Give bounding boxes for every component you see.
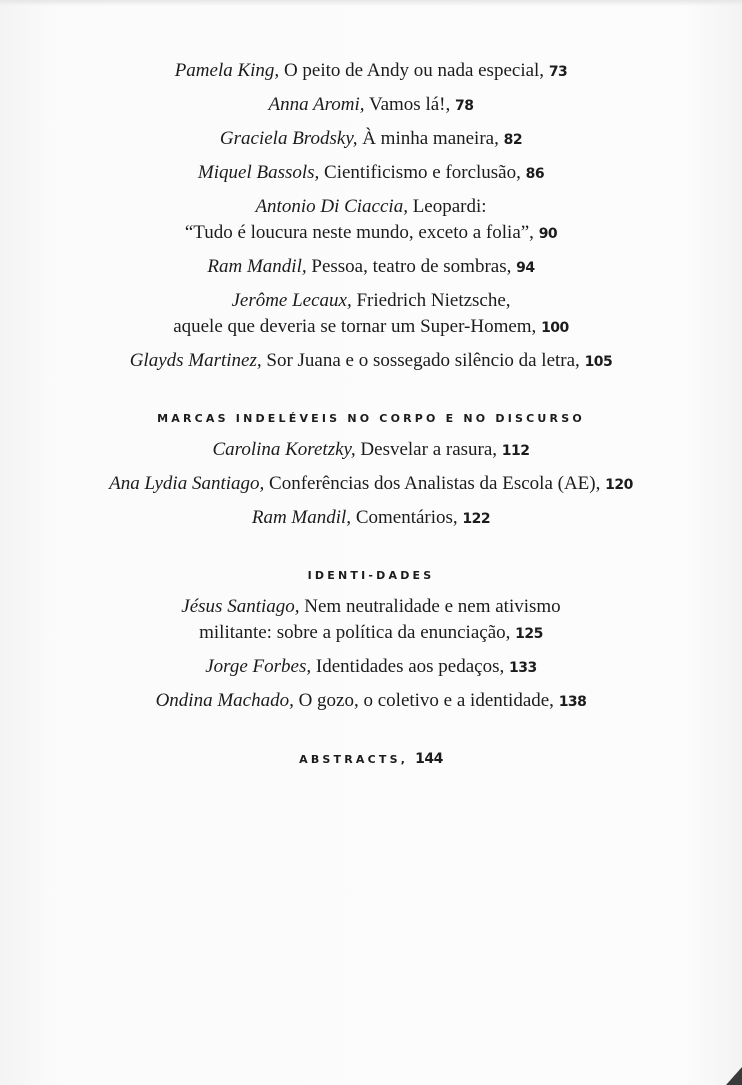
entry-title: À minha maneira, [362,128,499,149]
entry-title: Leopardi: [412,196,487,217]
entry-page-number: 94 [516,260,535,276]
entry-author: Jésus Santiago, [181,596,300,617]
entry-title: O gozo, o coletivo e a identidade, [298,690,554,711]
entry-author: Graciela Brodsky, [219,128,358,149]
entry-author: Anna Aromi, [268,94,365,115]
toc-entry [0,126,742,153]
entry-author: Antonio Di Ciaccia, [255,196,408,217]
entry-author: Ram Mandil, [251,507,352,528]
entry-author: Miquel Bassols, [197,162,320,183]
table-of-contents [0,58,742,778]
entry-page-number: 73 [548,64,568,80]
toc-entry [0,437,742,464]
entry-line [0,194,742,220]
entry-page-number: 100 [541,320,569,336]
entry-author: Carolina Koretzky, [212,439,356,460]
entry-page-number: 112 [501,443,530,459]
entry-title-continued: “Tudo é loucura neste mundo, exceto a folia”, [184,222,534,243]
toc-entry [0,288,742,341]
toc-entry [0,160,742,187]
entry-page-number: 133 [509,660,537,676]
toc-entry [0,688,742,715]
entry-page-number: 120 [605,477,633,493]
entry-line [0,314,742,341]
entry-title: O peito de Andy ou nada especial, [283,60,545,81]
entry-line [0,594,742,620]
entry-title: Desvelar a rasura, [360,439,498,460]
entry-author: Glayds Martinez, [129,350,262,371]
entry-title: Pessoa, teatro de sombras, [311,256,512,277]
entry-line [0,620,742,647]
entry-page-number: 138 [558,694,587,710]
toc-entry [0,594,742,647]
entry-line [0,288,742,314]
entry-author: Pamela King, [174,60,280,81]
entry-line [0,220,742,247]
entry-title: Friedrich Nietzsche, [356,290,511,311]
toc-entry [0,58,742,85]
entry-title: Cientificismo e forclusão, [324,162,521,183]
entry-title: Comentários, [355,507,458,528]
toc-entry [0,505,742,532]
abstracts-label: ABSTRACTS, [299,753,409,766]
entry-title: Nem neutralidade e nem ativismo [304,596,561,617]
page-edge-shadow [0,0,742,6]
section-heading: IDENTI-DADES [307,569,435,582]
abstracts-heading [0,750,742,769]
entry-title-continued: militante: sobre a política da enunciação, [199,622,511,643]
entry-page-number: 90 [538,226,558,242]
entry-title: Identidades aos pedaços, [315,656,505,677]
toc-entry [0,348,742,375]
entry-page-number: 82 [503,132,523,148]
entry-page-number: 105 [584,354,613,370]
page-corner-mark [716,1059,742,1085]
entry-title: Vamos lá!, [368,94,451,115]
entry-page-number: 78 [455,98,474,114]
entry-author: Jerôme Lecaux, [231,290,352,311]
entry-page-number: 86 [525,166,545,182]
entry-author: Ondina Machado, [155,690,294,711]
entry-title: Conferências dos Analistas da Escola (AE), [269,473,601,494]
toc-entry [0,471,742,498]
abstracts-page-number: 144 [415,751,443,767]
toc-entry [0,194,742,247]
entry-page-number: 122 [462,511,491,527]
section-heading: MARCAS INDELÉVEIS NO CORPO E NO DISCURSO [157,412,585,425]
toc-entry [0,92,742,119]
entry-title: Sor Juana e o sossegado silêncio da letra, [266,350,580,371]
toc-entry [0,654,742,681]
entry-title-continued: aquele que deveria se tornar um Super-Homem, [173,316,537,337]
entry-author: Ram Mandil, [207,256,307,277]
entry-author: Ana Lydia Santiago, [109,473,265,494]
toc-entry [0,254,742,281]
entry-page-number: 125 [515,626,543,642]
entry-author: Jorge Forbes, [205,656,312,677]
